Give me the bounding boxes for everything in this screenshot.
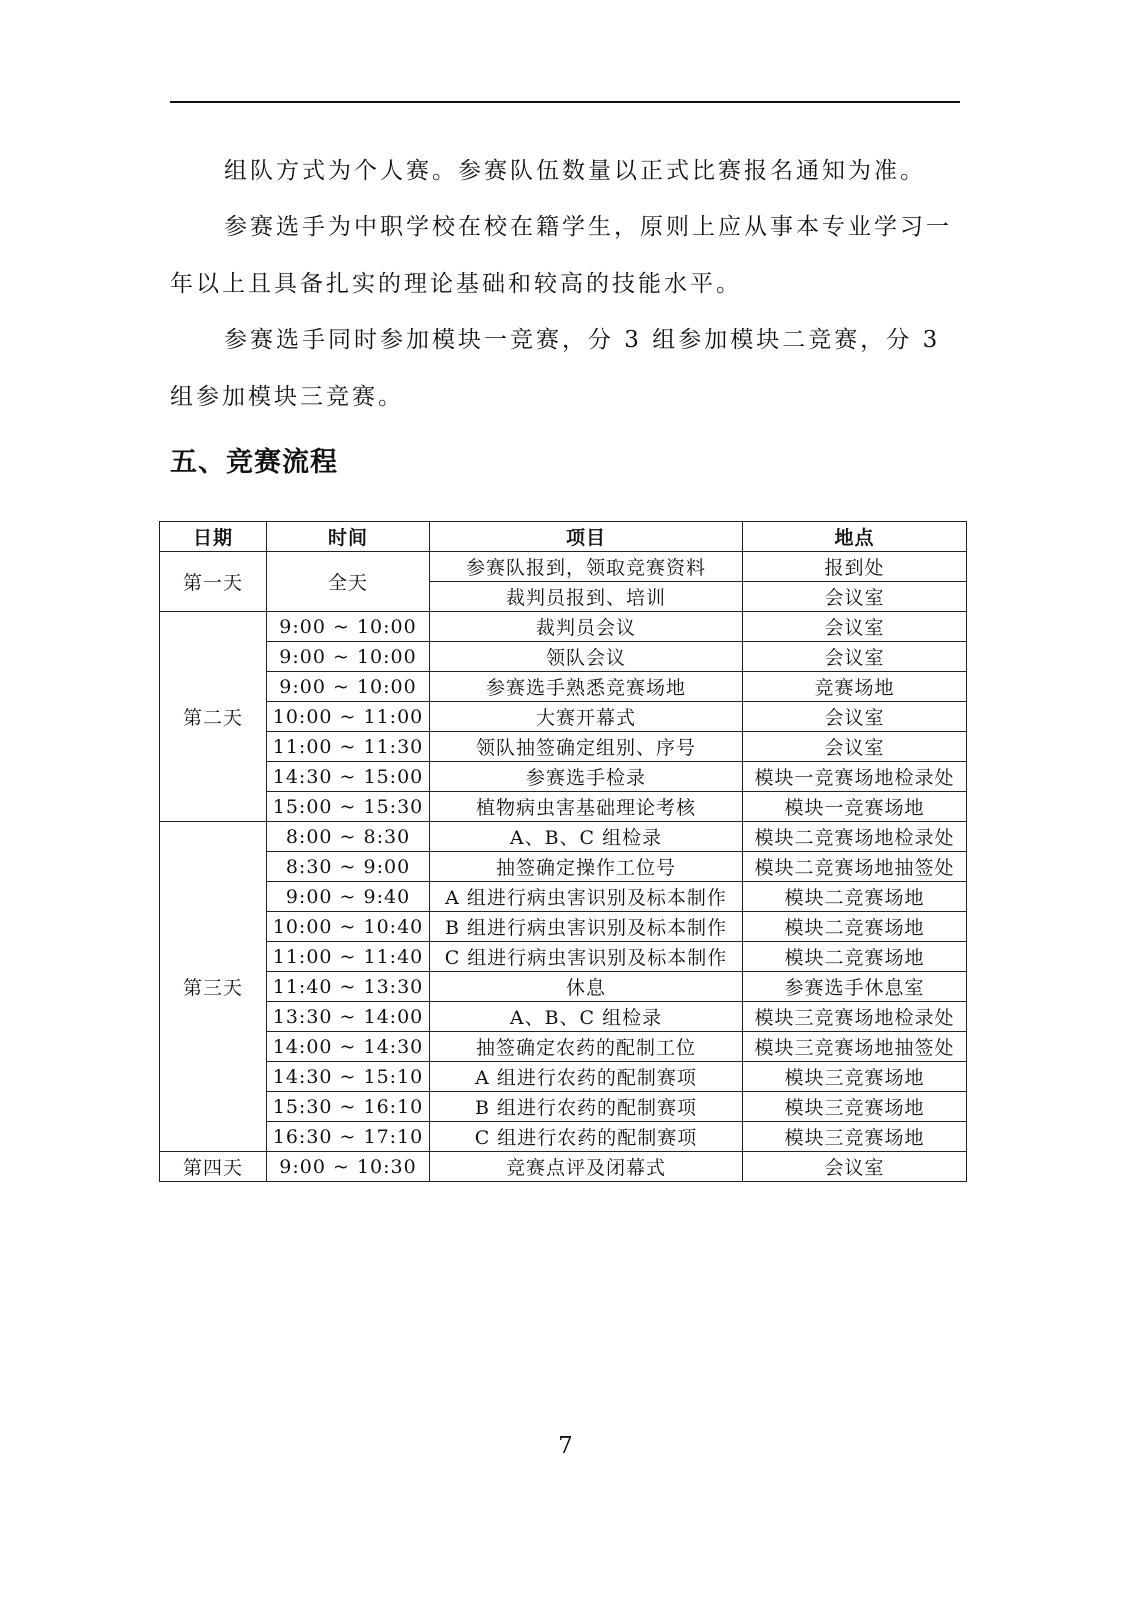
place-cell: 模块二竞赛场地 — [743, 942, 967, 972]
item-cell: 抽签确定操作工位号 — [430, 852, 743, 882]
time-cell: 9:00 ~ 10:00 — [267, 672, 430, 702]
place-cell: 会议室 — [743, 702, 967, 732]
time-cell: 11:00 ~ 11:30 — [267, 732, 430, 762]
table-row — [160, 1002, 967, 1032]
time-cell: 全天 — [267, 552, 430, 612]
place-cell: 模块三竞赛场地 — [743, 1122, 967, 1152]
item-cell: C 组进行病虫害识别及标本制作 — [430, 942, 743, 972]
time-cell: 14:30 ~ 15:00 — [267, 762, 430, 792]
time-cell: 9:00 ~ 10:30 — [267, 1152, 430, 1182]
item-cell: 参赛选手检录 — [430, 762, 743, 792]
table-row — [160, 612, 967, 642]
item-cell: 裁判员会议 — [430, 612, 743, 642]
table-row — [160, 882, 967, 912]
place-cell: 模块三竞赛场地 — [743, 1092, 967, 1122]
place-cell: 会议室 — [743, 642, 967, 672]
place-cell: 会议室 — [743, 732, 967, 762]
table-row — [160, 762, 967, 792]
place-cell: 模块三竞赛场地抽签处 — [743, 1032, 967, 1062]
time-cell: 15:30 ~ 16:10 — [267, 1092, 430, 1122]
place-cell: 会议室 — [743, 1152, 967, 1182]
table-row — [160, 1152, 967, 1182]
item-cell: 抽签确定农药的配制工位 — [430, 1032, 743, 1062]
header-item: 项目 — [430, 522, 743, 552]
table-row — [160, 912, 967, 942]
table-row — [160, 1122, 967, 1152]
place-cell: 参赛选手休息室 — [743, 972, 967, 1002]
time-cell: 9:00 ~ 9:40 — [267, 882, 430, 912]
item-cell: 参赛队报到，领取竞赛资料 — [430, 552, 743, 582]
table-row — [160, 852, 967, 882]
place-cell: 模块三竞赛场地 — [743, 1062, 967, 1092]
time-cell: 9:00 ~ 10:00 — [267, 612, 430, 642]
place-cell: 竞赛场地 — [743, 672, 967, 702]
time-cell: 8:00 ~ 8:30 — [267, 822, 430, 852]
day-cell: 第一天 — [160, 552, 267, 612]
header-rule — [170, 101, 960, 103]
day-cell: 第二天 — [160, 612, 267, 822]
place-cell: 会议室 — [743, 582, 967, 612]
item-cell: 大赛开幕式 — [430, 702, 743, 732]
item-cell: A 组进行农药的配制赛项 — [430, 1062, 743, 1092]
place-cell: 模块二竞赛场地抽签处 — [743, 852, 967, 882]
table-header-row — [160, 522, 967, 552]
item-cell: 休息 — [430, 972, 743, 1002]
paragraph-eligibility: 参赛选手为中职学校在校在籍学生，原则上应从事本专业学习一年以上且具备扎实的理论基础和较高的技能水平。 — [170, 214, 952, 297]
place-cell: 模块三竞赛场地检录处 — [743, 1002, 967, 1032]
table-row — [160, 1092, 967, 1122]
place-cell: 报到处 — [743, 552, 967, 582]
time-cell: 14:30 ~ 15:10 — [267, 1062, 430, 1092]
item-cell: 领队会议 — [430, 642, 743, 672]
table-row — [160, 552, 967, 582]
table-row — [160, 1032, 967, 1062]
time-cell: 11:40 ~ 13:30 — [267, 972, 430, 1002]
item-cell: B 组进行农药的配制赛项 — [430, 1092, 743, 1122]
table-row — [160, 642, 967, 672]
item-cell: B 组进行病虫害识别及标本制作 — [430, 912, 743, 942]
place-cell: 模块二竞赛场地 — [743, 912, 967, 942]
page-number: 7 — [558, 1433, 573, 1459]
time-cell: 10:00 ~ 10:40 — [267, 912, 430, 942]
table-row — [160, 942, 967, 972]
table-row — [160, 702, 967, 732]
time-cell: 16:30 ~ 17:10 — [267, 1122, 430, 1152]
section-title: 五、竞赛流程 — [170, 447, 338, 478]
table-row — [160, 972, 967, 1002]
table-row — [160, 792, 967, 822]
schedule-table — [159, 521, 967, 1182]
place-cell: 模块一竞赛场地检录处 — [743, 762, 967, 792]
item-cell: 裁判员报到、培训 — [430, 582, 743, 612]
table-row — [160, 822, 967, 852]
item-cell: C 组进行农药的配制赛项 — [430, 1122, 743, 1152]
item-cell: 领队抽签确定组别、序号 — [430, 732, 743, 762]
item-cell: A、B、C 组检录 — [430, 1002, 743, 1032]
table-row — [160, 672, 967, 702]
paragraph-modules: 参赛选手同时参加模块一竞赛，分 3 组参加模块二竞赛，分 3 组参加模块三竞赛。 — [170, 327, 941, 410]
item-cell: 竞赛点评及闭幕式 — [430, 1152, 743, 1182]
place-cell: 模块二竞赛场地检录处 — [743, 822, 967, 852]
time-cell: 9:00 ~ 10:00 — [267, 642, 430, 672]
header-time: 时间 — [267, 522, 430, 552]
place-cell: 模块一竞赛场地 — [743, 792, 967, 822]
time-cell: 13:30 ~ 14:00 — [267, 1002, 430, 1032]
place-cell: 会议室 — [743, 612, 967, 642]
header-place: 地点 — [743, 522, 967, 552]
item-cell: A、B、C 组检录 — [430, 822, 743, 852]
time-cell: 15:00 ~ 15:30 — [267, 792, 430, 822]
header-date: 日期 — [160, 522, 267, 552]
day-cell: 第四天 — [160, 1152, 267, 1182]
table-row — [160, 732, 967, 762]
item-cell: 植物病虫害基础理论考核 — [430, 792, 743, 822]
time-cell: 10:00 ~ 11:00 — [267, 702, 430, 732]
table-row — [160, 1062, 967, 1092]
item-cell: 参赛选手熟悉竞赛场地 — [430, 672, 743, 702]
time-cell: 8:30 ~ 9:00 — [267, 852, 430, 882]
place-cell: 模块二竞赛场地 — [743, 882, 967, 912]
time-cell: 14:00 ~ 14:30 — [267, 1032, 430, 1062]
paragraph-team-format: 组队方式为个人赛。参赛队伍数量以正式比赛报名通知为准。 — [224, 158, 926, 184]
item-cell: A 组进行病虫害识别及标本制作 — [430, 882, 743, 912]
time-cell: 11:00 ~ 11:40 — [267, 942, 430, 972]
day-cell: 第三天 — [160, 822, 267, 1152]
